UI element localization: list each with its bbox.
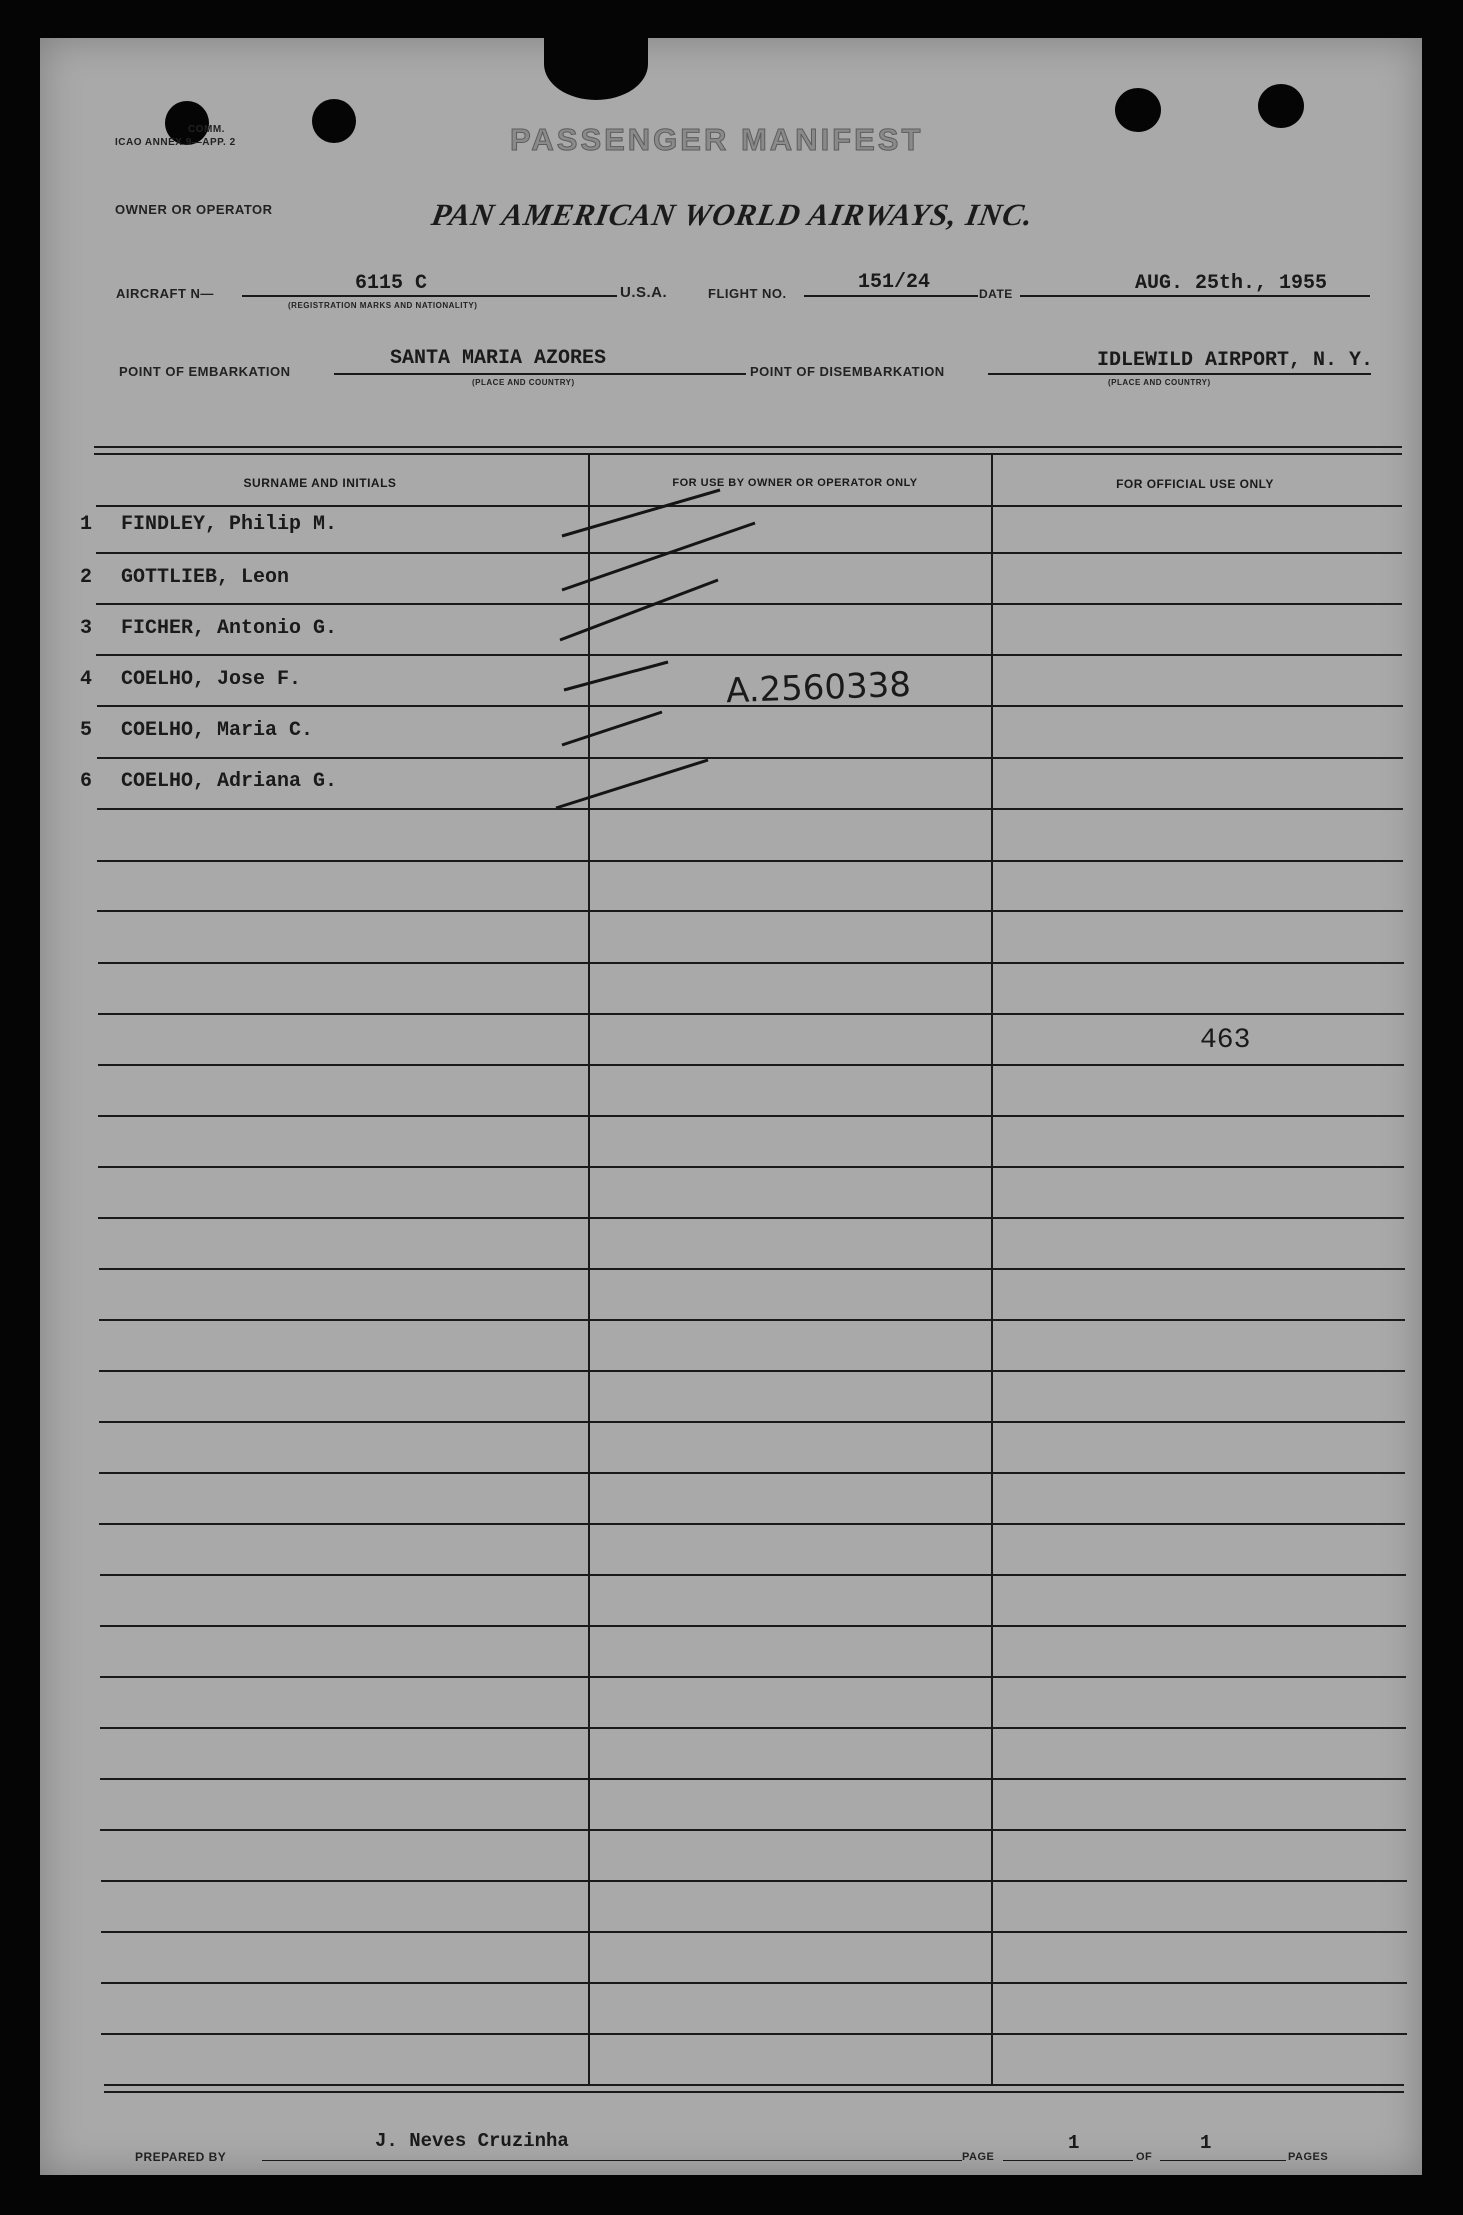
- aircraft-sublabel: (REGISTRATION MARKS AND NATIONALITY): [288, 301, 478, 310]
- embarkation-label: POINT OF EMBARKATION: [119, 364, 291, 379]
- page-underline: [1003, 2160, 1133, 2161]
- row-number: 3: [80, 617, 93, 640]
- pages-underline: [1160, 2160, 1286, 2161]
- pages-label: PAGES: [1288, 2151, 1329, 2163]
- prepared-by-value: J. Neves Cruzinha: [375, 2130, 569, 2152]
- pages-value: 1: [1200, 2132, 1212, 2154]
- column-header-surname: SURNAME AND INITIALS: [243, 476, 397, 490]
- passenger-name: COELHO, Jose F.: [121, 668, 302, 691]
- embarkation-sublabel: (PLACE AND COUNTRY): [472, 378, 575, 387]
- flight-label: FLIGHT NO.: [708, 286, 787, 301]
- column-header-official: FOR OFFICIAL USE ONLY: [1116, 477, 1274, 491]
- page-label: PAGE: [962, 2151, 995, 2163]
- passenger-name: COELHO, Maria C.: [121, 719, 314, 742]
- disembarkation-value: IDLEWILD AIRPORT, N. Y.: [1097, 349, 1374, 372]
- row-number: 2: [80, 566, 93, 589]
- row-number: 6: [80, 770, 93, 793]
- aircraft-label: AIRCRAFT N—: [116, 286, 214, 301]
- page-value: 1: [1068, 2132, 1080, 2154]
- disembarkation-label: POINT OF DISEMBARKATION: [750, 364, 945, 379]
- official-note: 463: [1200, 1025, 1251, 1056]
- flight-value: 151/24: [858, 271, 931, 294]
- document-title: PASSENGER MANIFEST: [510, 122, 924, 157]
- table-bottom-rule: [104, 2091, 1404, 2093]
- passenger-name: FICHER, Antonio G.: [121, 617, 338, 640]
- usa-label: U.S.A.: [620, 284, 668, 301]
- form-ref-line2: ICAO ANNEX 9—APP. 2: [115, 137, 236, 148]
- aircraft-value: 6115 C: [355, 272, 428, 295]
- table-bottom-rule: [104, 2084, 1404, 2086]
- prepared-underline: [262, 2160, 962, 2161]
- row-number: 4: [80, 668, 93, 691]
- owner-value: PAN AMERICAN WORLD AIRWAYS, INC.: [429, 197, 1037, 232]
- passenger-name: GOTTLIEB, Leon: [121, 566, 290, 589]
- row-number: 5: [80, 719, 93, 742]
- date-label: DATE: [979, 287, 1013, 301]
- column-header-operator: FOR USE BY OWNER OR OPERATOR ONLY: [672, 477, 918, 489]
- row-number: 1: [80, 513, 93, 536]
- passenger-name: FINDLEY, Philip M.: [121, 513, 338, 536]
- operator-handwritten-note: A.2560338: [725, 664, 912, 712]
- of-label: OF: [1136, 2151, 1153, 2163]
- owner-label: OWNER OR OPERATOR: [115, 202, 273, 217]
- date-value: AUG. 25th., 1955: [1135, 272, 1328, 295]
- disembarkation-sublabel: (PLACE AND COUNTRY): [1108, 378, 1211, 387]
- prepared-by-label: PREPARED BY: [135, 2150, 227, 2164]
- form-ref-line1: COMM.: [188, 124, 225, 135]
- passenger-name: COELHO, Adriana G.: [121, 770, 338, 793]
- embarkation-value: SANTA MARIA AZORES: [390, 347, 607, 370]
